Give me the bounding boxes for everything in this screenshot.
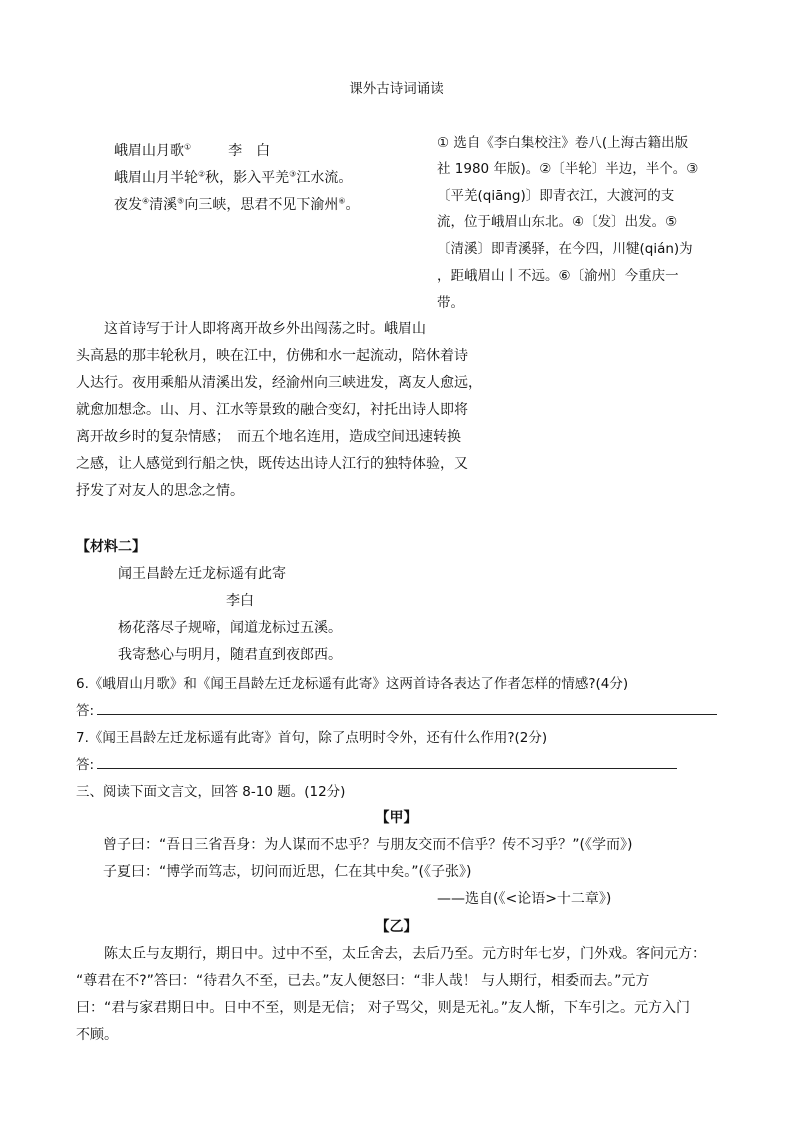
page-title: 课外古诗词诵读 (349, 81, 444, 97)
poem1-line2-part: 向三峡，思君不见下渝州 (184, 197, 339, 213)
poem1-title-line (114, 140, 270, 160)
material2-title: 闻王昌龄左迁龙标遥有此寄 (118, 566, 286, 582)
yi-line: 陈太丘与友期行，期日中。过中不至，太丘舍去，去后乃至。元方时年七岁，门外戏。客问元方： (76, 946, 706, 962)
q6-answer-line[interactable] (97, 714, 717, 715)
note-ref: ③ (289, 169, 297, 179)
commentary-line: 就愈加想念。山、月、江水等景致的融合变幻，衬托出诗人即将 (76, 402, 468, 418)
poem1-author: 李 白 (228, 143, 271, 159)
jia-line1: 曾子曰：“吾日三省吾身：为人谋而不忠乎？与朋友交而不信乎？传不习乎？”(《学而》) (103, 837, 633, 853)
q7-answer-label: 答: (76, 757, 95, 773)
note-ref: ⑥ (338, 196, 346, 206)
q7-answer-line[interactable] (97, 768, 677, 769)
yi-line: 不顾。 (76, 1027, 118, 1043)
poem1-line2-part: 。 (345, 197, 360, 213)
note-ref: ② (198, 169, 206, 179)
poem1-title-note: ① (184, 142, 192, 152)
poem1-line1-part: 江水流。 (296, 170, 353, 186)
jia-line2: 子夏曰：“博学而笃志，切问而近思，仁在其中矣。”(《子张》) (103, 864, 472, 880)
material2-line2: 我寄愁心与明月，随君直到夜郎西。 (118, 647, 342, 663)
poem1-line2 (114, 194, 360, 214)
note-ref: ④ (142, 196, 150, 206)
poem1-line1-part: 秋，影入平羌 (205, 170, 290, 186)
poem1-line2-part: 清溪 (149, 197, 178, 213)
poem1-title: 峨眉山月歌 (114, 143, 184, 159)
commentary-line: 人达行。夜用乘船从清溪出发，经渝州向三峡进发，离友人愈远， (76, 375, 482, 391)
jia-header: 【甲】 (375, 810, 418, 826)
note-line: 社 1980 年版)。②〔半轮〕半边，半个。③ (437, 161, 699, 177)
poem1-line2-part: 夜发 (114, 197, 142, 213)
commentary-line: 离开故乡时的复杂情感； 而五个地名连用，造成空间迅速转换 (76, 429, 461, 445)
commentary-line: 抒发了对友人的思念之情。 (76, 483, 244, 499)
poem1-line1-part: 峨眉山月半轮 (114, 170, 198, 186)
jia-source: ——选自(《<论语>十二章》) (437, 891, 612, 907)
poem1-line1 (114, 167, 352, 187)
note-line: 〔平羌(qiāng)〕即青衣江，大渡河的支 (437, 188, 675, 204)
note-ref: ⑤ (177, 196, 185, 206)
section3-heading: 三、阅读下面文言文，回答 8-10 题。(12分) (76, 784, 346, 800)
note-line: 流，位于峨眉山东北。④〔发〕出发。⑤ (437, 214, 678, 230)
note-line: 〔清溪〕即青溪驿，在今四，川犍(qián)为 (437, 241, 693, 257)
note-line: ，距峨眉山丨不远。⑥〔渝州〕今重庆一 (437, 268, 679, 284)
yi-line: 曰：“君与家君期日中。日中不至，则是无信； 对子骂父，则是无礼。”友人惭，下车引之。元方入门 (76, 1000, 690, 1016)
material2-header: 【材料二】 (76, 539, 146, 555)
yi-header: 【乙】 (375, 919, 418, 935)
note-line: ① 选自《李白集校注》卷八(上海古籍出版 (437, 135, 689, 151)
question-6: 6.《峨眉山月歌》和《闻王昌龄左迁龙标遥有此寄》这两首诗各表达了作者怎样的情感?(4分) (76, 676, 629, 692)
yi-line: “尊君在不?”答曰：“待君久不至，已去。”友人便怒曰：“非人哉！ 与人期行，相委而去。”元方 (76, 973, 650, 989)
q6-answer-label: 答: (76, 703, 95, 719)
commentary-line: 这首诗写于计人即将离开故乡外出闯荡之时。峨眉山 (76, 321, 426, 337)
question-7: 7.《闻王昌龄左迁龙标遥有此寄》首句，除了点明时令外，还有什么作用?(2分) (76, 730, 548, 746)
note-line: 带。 (437, 295, 464, 311)
commentary-line: 头高悬的那丰轮秋月，映在江中，仿佛和水一起流动，陪休着诗 (76, 348, 468, 364)
material2-line1: 杨花落尽子规啼，闻道龙标过五溪。 (118, 620, 342, 636)
commentary-line: 之感，让人感觉到行船之快，既传达出诗人江行的独特体验，又 (76, 456, 468, 472)
material2-author: 李白 (226, 593, 254, 609)
